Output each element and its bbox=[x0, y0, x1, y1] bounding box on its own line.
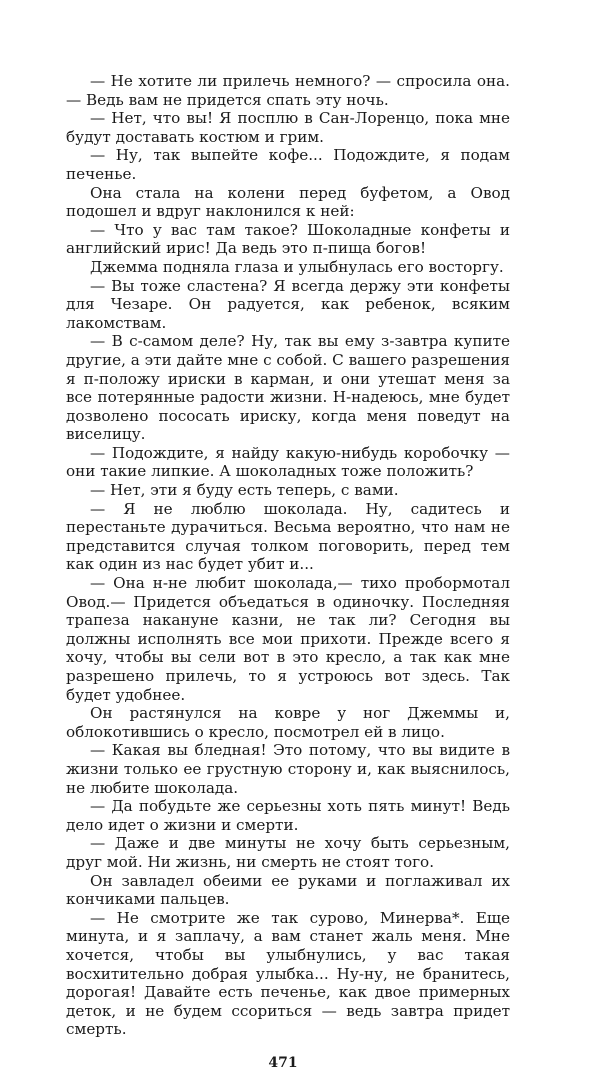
paragraph: Она стала на колени перед буфетом, а Овод подошел и вдруг наклонился к ней: bbox=[66, 183, 510, 221]
page-text bbox=[66, 72, 510, 1039]
paragraph: Джемма подняла глаза и улыбнулась его восторгу. bbox=[90, 257, 504, 276]
paragraph: — Нет, что вы! Я посплю в Сан-Лоренцо, пока мне будут доставать костюм и грим. bbox=[66, 109, 510, 146]
paragraph: — Не хотите ли прилечь немного? — спросила она.— Ведь вам не придется спать эту ночь. bbox=[66, 72, 510, 109]
paragraph: — Подождите, я найду какую-нибудь коробочку — они такие липкие. А шоколадных тоже положить? bbox=[66, 443, 510, 481]
paragraph: — Не смотрите же так сурово, Минерва*. Еще минута, и я заплачу, а вам станет жаль меня. Мне хочется, чтобы вы улыбнулись, у вас такая восхитительно добрая улыбка... Ну-ну, не бранитесь, дорогая! Давайте есть печенье, как двое примерных деток, и не будем ссориться — ведь завтра придет смерть. bbox=[66, 908, 510, 1039]
paragraph: — Какая вы бледная! Это потому, что вы видите в жизни только ее грустную сторону и, как выяснилось, не любите шоколада. bbox=[66, 741, 510, 797]
paragraph: — Что у вас там такое? Шоколадные конфеты и английский ирис! Да ведь это п-пища богов! bbox=[66, 220, 510, 258]
paragraph: — В с-самом деле? Ну, так вы ему з-завтра купите другие, а эти дайте мне с собой. С вашего разрешения я п-положу ириски в карман, и они утешат меня за все потерянные радости жизни. Н-надеюсь, мне будет дозволено пососать ириску, когда меня поведут на виселицу. bbox=[66, 332, 510, 444]
paragraph: — Да побудьте же серьезны хоть пять минут! Ведь дело идет о жизни и смерти. bbox=[66, 797, 510, 834]
paragraph: — Вы тоже сластена? Я всегда держу эти конфеты для Чезаре. Он радуется, как ребенок, всяким лакомствам. bbox=[66, 276, 510, 332]
paragraph: — Даже и две минуты не хочу быть серьезным, друг мой. Ни жизнь, ни смерть не стоят того. bbox=[66, 834, 510, 871]
paragraph: — Я не люблю шоколада. Ну, садитесь и перестаньте дурачиться. Весьма вероятно, что нам не представится случая толком поговорить, перед тем как один из нас будет убит и... bbox=[66, 499, 510, 574]
page-number: 471 bbox=[268, 1054, 298, 1071]
paragraph: — Нет, эти я буду есть теперь, с вами. bbox=[90, 481, 399, 500]
paragraph: — Она н-не любит шоколада,— тихо пробормотал Овод.— Придется объедаться в одиночку. Последняя трапеза накануне казни, не так ли? Сегодня вы должны исполнять все мои прихоти. Прежде всего я хочу, чтобы вы сели вот в это кресло, а так как мне разрешено прилечь, то я устроюсь вот здесь. Так будет удобнее. bbox=[66, 574, 510, 704]
paragraph: Он завладел обеими ее руками и поглаживал их кончиками пальцев. bbox=[66, 871, 510, 909]
paragraph: — Ну, так выпейте кофе... Подождите, я подам печенье. bbox=[66, 146, 510, 183]
paragraph: Он растянулся на ковре у ног Джеммы и, облокотившись о кресло, посмотрел ей в лицо. bbox=[66, 704, 510, 741]
